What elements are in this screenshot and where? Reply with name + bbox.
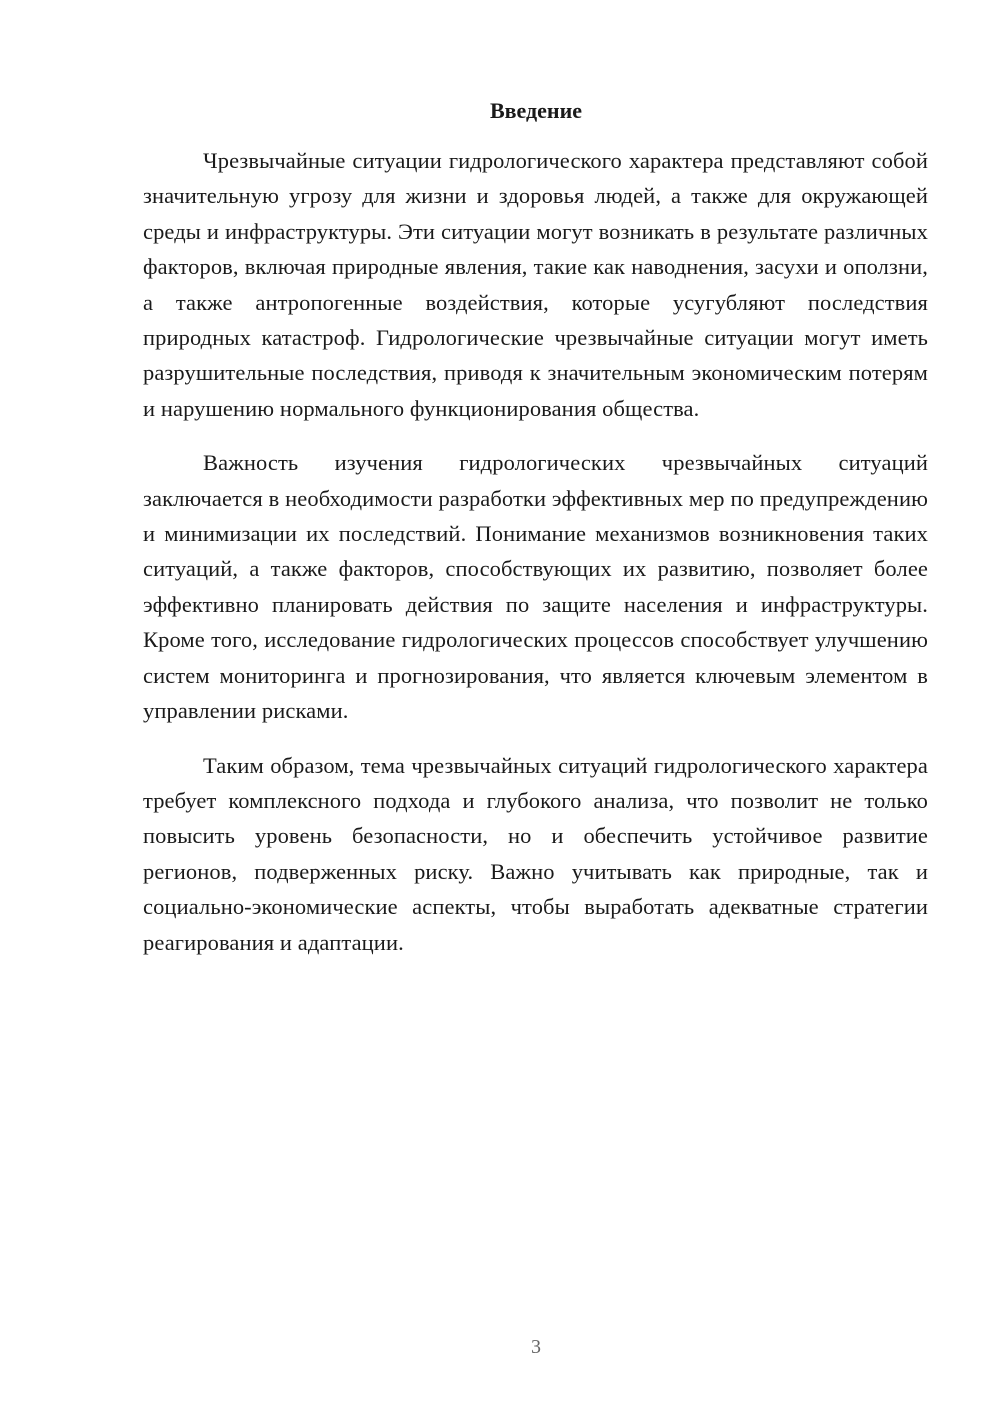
paragraph-1: Чрезвычайные ситуации гидрологического характера представляют собой значительную угрозу для жизни и здоровья людей, а также для окружающей среды и инфраструктуры. Эти ситуации могут возникать в результате различных факторов, включая природные явления, такие как наводнения, засухи и оползни, а также антропогенные воздействия, которые усугубляют последствия природных катастроф. Гидрологические чрезвычайные ситуации могут иметь разрушительные последствия, приводя к значительным экономическим потерям и нарушению нормального функционирования общества. xyxy=(143,148,928,421)
page-number: 3 xyxy=(531,1336,541,1358)
paragraph-3: Таким образом, тема чрезвычайных ситуаций гидрологического характера требует комплексного подхода и глубокого анализа, что позволит не только повысить уровень безопасности, но и обеспечить устойчивое развитие регионов, подверженных риску. Важно учитывать как природные, так и социально-экономические аспекты, чтобы выработать адекватные стратегии реагирования и адаптации. xyxy=(143,752,928,955)
section-heading: Введение xyxy=(489,98,583,123)
body-text xyxy=(143,143,928,979)
paragraph-2: Важность изучения гидрологических чрезвычайных ситуаций заключается в необходимости разработки эффективных мер по предупреждению и минимизации их последствий. Понимание механизмов возникновения таких ситуаций, а также факторов, способствующих их развитию, позволяет более эффективно планировать действия по защите населения и инфраструктуры. Кроме того, исследование гидрологических процессов способствует улучшению систем мониторинга и прогнозирования, что является ключевым элементом в управлении рисками. xyxy=(143,450,928,724)
